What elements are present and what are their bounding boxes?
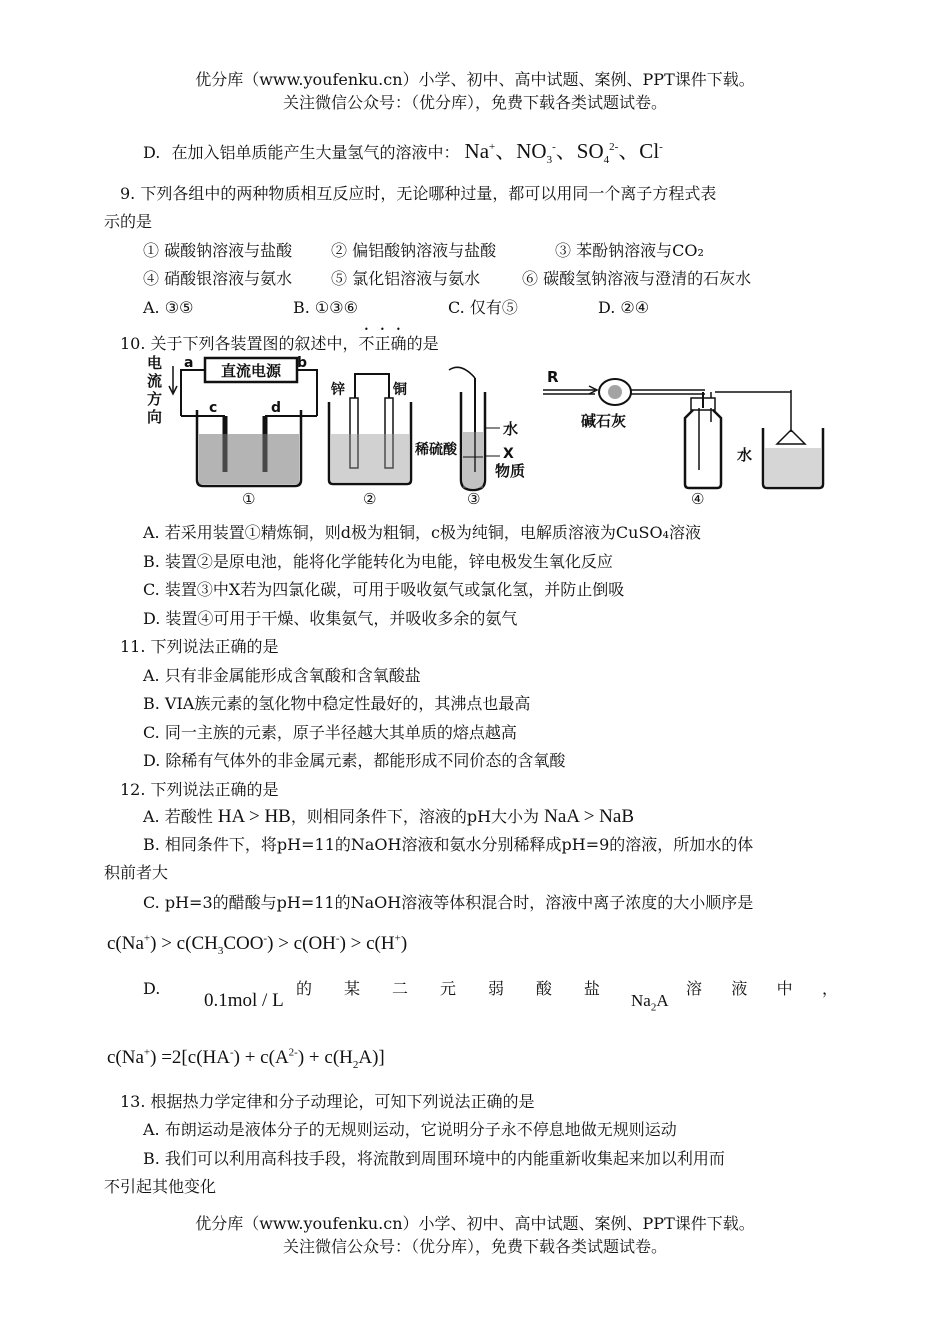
device-4-label: ④ [691,490,705,508]
q12-d-word: 溶 [686,979,703,998]
q10-stem-post: 的是 [406,334,439,353]
water2-label: 水 [737,446,753,464]
device-3-absorber [414,367,525,508]
q10-stem-pre: 10. 关于下列各装置图的叙述中， [120,334,359,353]
funnel [777,430,805,444]
q12-d-word: ， [821,979,838,998]
current-char-3: 方 [147,390,163,408]
device-2-label: ② [363,490,377,508]
apparatus-figure [145,352,825,510]
q13-stem: 13. 根据热力学定律和分子动理论，可知下列说法正确的是 [120,1092,535,1111]
q12-stem: 12. 下列说法正确的是 [120,780,279,799]
q12-option-b-line1: B. 相同条件下，将pH=11的NaOH溶液和氨水分别稀释成pH=9的溶液，所加水的体 [143,835,754,854]
water-label: 水 [503,420,519,438]
q10-option-b: B. 装置②是原电池，能将化学能转化为电能，锌电极发生氧化反应 [143,552,613,571]
q8-d-ions: Na+、$NO_3^-$、$SO_4^{2-}$、Cl- [464,139,663,167]
q12-d-words-2 [686,978,838,1000]
q12-d-concentration: 0.1mol / L [204,990,284,1011]
q11-option-c: C. 同一主族的元素，原子半径越大其单质的熔点越高 [143,723,517,742]
q8-d-label: D. [143,143,161,162]
q9-choice-6: ⑥ 碳酸氢钠溶液与澄清的石灰水 [522,269,752,288]
device-3-label: ③ [467,490,481,508]
q12-d-word: 元 [439,979,456,998]
electrode-d-label: d [271,400,282,416]
q9-option-d: D. ②④ [598,298,650,317]
q9-option-c: C. 仅有⑤ [448,298,518,317]
current-char-4: 向 [147,408,163,426]
current-char-1: 电 [147,354,163,372]
q11-stem: 11. 下列说法正确的是 [120,637,279,656]
current-char-2: 流 [147,372,163,390]
acid-label: 稀硫酸 [415,442,457,458]
header-line-2: 关注微信公众号：（优分库），免费下载各类试题试卷。 [282,93,667,112]
footer-line-1: 优分库（www.youfenku.cn）小学、初中、高中试题、案例、PPT课件下载。 [195,1214,755,1233]
device-1-electrolysis [147,354,317,508]
q9-option-a: A. ③⑤ [143,298,194,317]
copper-label: 铜 [393,382,407,398]
q10-option-c: C. 装置③中X若为四氯化碳，可用于吸收氨气或氯化氢，并防止倒吸 [143,580,625,599]
liquid-layers [463,432,483,488]
q12-d-word: 酸 [535,979,552,998]
device-2-galvanic [329,374,411,508]
q9-choice-4: ④ 硝酸银溶液与氨水 [143,269,293,288]
q9-choice-5: ⑤ 氯化铝溶液与氨水 [331,269,481,288]
q12-d-word: 二 [391,979,408,998]
q11-option-d: D. 除稀有气体外的非金属元素，都能形成不同价态的含氧酸 [143,751,566,770]
q9-choice-3: ③ 苯酚钠溶液与CO₂ [555,241,704,260]
q12-option-b-line2: 积前者大 [104,863,169,882]
electrode-c-label: c [209,400,218,416]
q10-option-d: D. 装置④可用于干燥、收集氨气，并吸收多余的氨气 [143,609,518,628]
q12-d-word: 盐 [583,979,600,998]
soda-lime-label: 碱石灰 [581,412,627,430]
q10-option-a: A. 若采用装置①精炼铜，则d极为粗铜，c极为纯铜，电解质溶液为CuSO₄溶液 [143,523,701,542]
device-4-collection [543,368,823,508]
q12-option-c-line1: C. pH=3的醋酸与pH=11的NaOH溶液等体积混合时，溶液中离子浓度的大小顺序是 [143,893,754,912]
zinc-label: 锌 [331,382,345,398]
q11-option-a: A. 只有非金属能形成含氧酸和含氧酸盐 [143,666,421,685]
x-label: X [503,446,514,462]
q9-choice-1: ① 碳酸钠溶液与盐酸 [143,241,293,260]
gas-bottle [685,410,721,488]
q11-option-b: B. VIA族元素的氢化物中稳定性最好的，其沸点也最高 [143,694,531,713]
q9-stem-1: 9. 下列各组中的两种物质相互反应时，无论哪种过量，都可以用同一个离子方程式表 [120,184,717,203]
q10-stem [120,325,439,355]
q13-option-a: A. 布朗运动是液体分子的无规则运动，它说明分子永不停息地做无规则运动 [143,1120,677,1139]
q12-d-word: 的 [296,979,313,998]
q8-d-text: 在加入铝单质能产生大量氢气的溶液中： [171,143,460,162]
q12-a-pre: A. 若酸性 [143,807,213,826]
q12-a-formula-1: HA > HB [217,806,291,827]
q13-option-b-line2: 不引起其他变化 [104,1177,217,1196]
terminal-b: b [297,355,308,371]
q12-d-formula: $c(Na^+) =2[c(HA^-) + c(A^{2-}) + c(H_2A)]$ [107,1046,385,1071]
q12-c-formula: $c(Na^+) > c(CH_3COO^-) > c(OH^-) > c(H^+)$ [107,932,408,957]
q12-d-salt: $Na_2A$ [631,991,669,1014]
q9-stem-2: 示的是 [104,212,153,231]
terminal-a: a [184,355,194,371]
q12-d-word: 弱 [487,979,504,998]
q12-a-mid: ，则相同条件下，溶液的pH大小为 [290,807,540,826]
r-label: R [547,368,559,386]
wire-b [297,370,317,416]
header-line-1: 优分库（www.youfenku.cn）小学、初中、高中试题、案例、PPT课件下载。 [195,70,755,89]
q12-option-a [143,806,634,828]
device-1-label: ① [242,490,256,508]
substance-label: 物质 [495,462,526,480]
q12-a-formula-2: NaA > NaB [544,806,635,827]
dc-power-label: 直流电源 [220,362,282,380]
wire-a [181,370,205,416]
q12-d-word: 某 [343,979,360,998]
electrolyte-1 [199,434,299,484]
q12-d-word: 液 [731,979,748,998]
q8-option-d [143,139,663,167]
acid-solution [331,434,409,482]
q13-option-b-line1: B. 我们可以利用高科技手段，将流散到周围环境中的内能重新收集起来加以利用而 [143,1149,725,1168]
q10-stem-emphasis: 不正确 [358,334,407,353]
q12-d-word: 中 [776,979,793,998]
footer-line-2: 关注微信公众号：（优分库），免费下载各类试题试卷。 [282,1237,667,1256]
q9-option-b: B. ①③⑥ [293,298,358,317]
q12-d-label: D. [143,979,161,998]
water-4 [765,448,821,486]
q12-d-words [296,978,600,1000]
q9-choice-2: ② 偏铝酸钠溶液与盐酸 [331,241,497,260]
